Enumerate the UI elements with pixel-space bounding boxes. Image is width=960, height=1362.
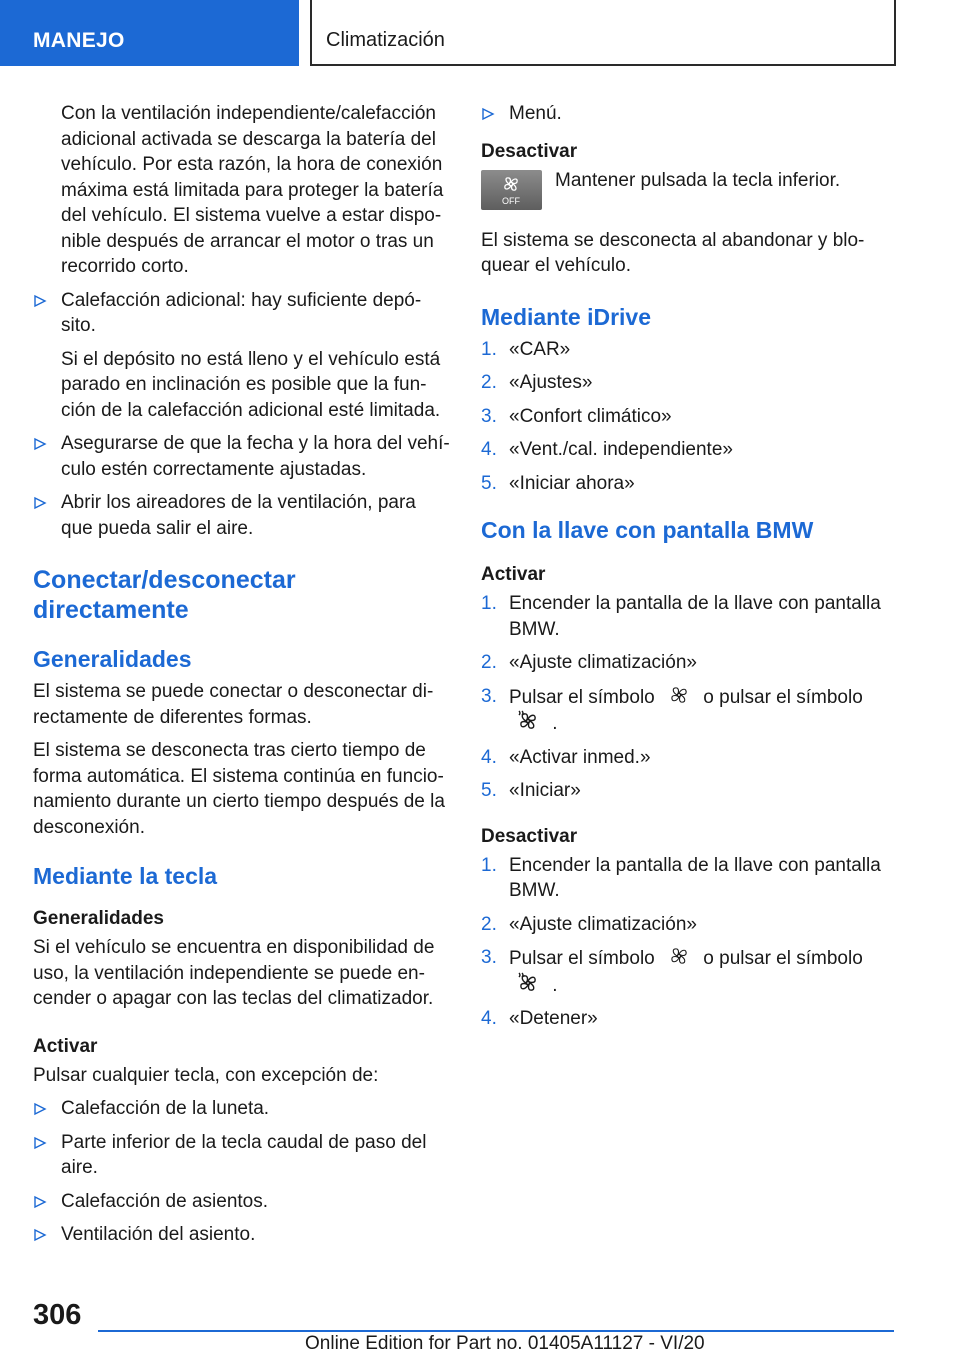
list-item-text: Calefacción de la luneta. xyxy=(61,1098,270,1119)
step-number: 5. xyxy=(481,472,497,494)
fan-outline-icon xyxy=(668,945,690,967)
list-item-text: «Iniciar» xyxy=(509,780,581,801)
bullet-triangle-icon xyxy=(481,107,495,121)
list-item xyxy=(481,437,901,463)
list-item xyxy=(33,288,451,339)
list-item-text: «CAR» xyxy=(509,338,571,360)
list-item xyxy=(33,1096,451,1122)
list-item-text: o pulsar el símbolo xyxy=(703,686,863,708)
list-item xyxy=(481,101,901,127)
step-number: 2. xyxy=(481,652,497,673)
step-number: 4. xyxy=(481,1008,497,1029)
subsection-heading: Generalidades xyxy=(33,646,192,672)
list-item-text: Abrir los aireadores de la ventilación, para que pueda salir el aire. xyxy=(61,492,416,539)
footer-divider xyxy=(98,1330,894,1332)
bullet-triangle-icon xyxy=(33,1102,47,1116)
paragraph: El sistema se desconecta tras cierto tiempo de forma automática. El sistema continúa en funcio‐ namiento durante un cierto tiempo después de la desconexión. xyxy=(33,740,445,838)
step-number: 3. xyxy=(481,947,497,968)
note-paragraph: Si el depósito no está lleno y el vehículo está parado en inclinación es posible que la fun‐ ción de la calefacción adicional esté limitada. xyxy=(61,348,441,421)
list-item xyxy=(481,912,901,938)
list-item xyxy=(481,745,901,771)
paragraph: El sistema se puede conectar o desconectar di‐ rectamente de diferentes formas. xyxy=(33,681,434,728)
page-header xyxy=(0,0,960,66)
list-item xyxy=(481,778,901,804)
list-item-text: Encender la pantalla de la llave con pantalla BMW. xyxy=(509,593,881,640)
list-item xyxy=(33,490,451,541)
minor-heading: Desactivar xyxy=(481,825,578,847)
list-item-text: . xyxy=(552,713,558,734)
list-item-text: «Activar inmed.» xyxy=(509,746,651,768)
list-item-text: «Ajustes» xyxy=(509,372,593,393)
list-item xyxy=(481,370,901,396)
step-number: 1. xyxy=(481,854,497,876)
minor-heading: Activar xyxy=(481,564,546,585)
section-tab: MANEJO xyxy=(0,0,299,66)
list-item-text: Parte inferior de la tecla caudal de paso del aire. xyxy=(61,1131,427,1178)
fan-heat-icon xyxy=(517,710,539,732)
list-item xyxy=(33,431,451,482)
svg-text:OFF: OFF xyxy=(502,195,520,206)
list-item xyxy=(481,591,901,642)
list-item-text: «Ajuste climatización» xyxy=(509,652,697,673)
page-number: 306 xyxy=(33,1299,82,1331)
subsection-heading: Con la llave con pantalla BMW xyxy=(481,517,814,543)
list-item xyxy=(481,337,901,363)
list-item-text: «Vent./cal. independiente» xyxy=(509,439,733,460)
list-item-text: Asegurarse de que la fecha y la hora del vehí‐ culo estén correctamente ajustadas. xyxy=(61,433,450,480)
list-item-text: . xyxy=(552,974,558,996)
step-number: 5. xyxy=(481,780,497,801)
step-number: 2. xyxy=(481,913,497,935)
list-item xyxy=(481,404,901,430)
bullet-triangle-icon xyxy=(33,437,47,451)
subsection-heading: Mediante iDrive xyxy=(481,303,651,330)
step-number: 2. xyxy=(481,372,497,393)
list-item xyxy=(481,853,901,904)
list-item-text: «Ajuste climatización» xyxy=(509,913,697,935)
list-item-text: o pulsar el símbolo xyxy=(703,948,863,969)
list-item-text: Pulsar el símbolo xyxy=(509,948,655,969)
minor-heading: Desactivar xyxy=(481,140,578,162)
step-number: 3. xyxy=(481,685,497,707)
list-item-text: Encender la pantalla de la llave con pantalla BMW. xyxy=(509,854,881,901)
list-item xyxy=(481,945,901,998)
list-item xyxy=(33,1189,451,1215)
subsection-heading: Mediante la tecla xyxy=(33,863,218,889)
step-number: 1. xyxy=(481,338,497,360)
list-item xyxy=(481,650,901,676)
list-item-text: Calefacción adicional: hay suficiente depó‐ sito. xyxy=(61,289,422,336)
list-item xyxy=(481,684,901,737)
minor-heading: Generalidades xyxy=(33,908,164,929)
paragraph: El sistema se desconecta al abandonar y blo‐ quear el vehículo. xyxy=(481,229,865,276)
list-item-text: Ventilación del asiento. xyxy=(61,1224,256,1245)
list-item xyxy=(481,1006,901,1032)
right-column xyxy=(481,101,901,1040)
list-item xyxy=(481,471,901,497)
list-item-text: Calefacción de asientos. xyxy=(61,1190,269,1212)
paragraph: Pulsar cualquier tecla, con excepción de: xyxy=(33,1064,379,1086)
step-number: 1. xyxy=(481,593,497,614)
minor-heading: Activar xyxy=(33,1035,98,1057)
list-item-text: Pulsar el símbolo xyxy=(509,686,655,708)
key-instruction-text: Mantener pulsada la tecla inferior. xyxy=(555,169,841,191)
step-number: 3. xyxy=(481,405,497,427)
paragraph: Si el vehículo se encuentra en disponibilidad de uso, la ventilación independiente se puede en‐ cender o apagar con las teclas del climatizador. xyxy=(33,937,435,1009)
list-item-text: «Confort climático» xyxy=(509,405,672,427)
chapter-title: Climatización xyxy=(310,0,896,66)
bullet-triangle-icon xyxy=(33,1195,47,1209)
bullet-triangle-icon xyxy=(33,1228,47,1242)
key-instruction xyxy=(481,168,901,218)
fan-off-key-icon xyxy=(481,170,542,210)
intro-paragraph: Con la ventilación independiente/calefacción adicional activada se descarga la batería del vehículo. Por esta razón, la hora de conexión máxima está limitada para proteger la batería del vehículo. El sistema vuelve a estar dispo‐ nible después de arrancar el motor o tras un recorrido corto. xyxy=(61,103,444,277)
section-heading: Conectar/desconectar directamente xyxy=(33,566,296,624)
edition-text: Online Edition for Part no. 01405A11127 - VI/20 xyxy=(305,1333,705,1354)
fan-heat-icon xyxy=(517,972,539,994)
fan-outline-icon xyxy=(668,684,690,706)
bullet-triangle-icon xyxy=(33,294,47,308)
list-item-text: Menú. xyxy=(509,103,562,124)
bullet-triangle-icon xyxy=(33,496,47,510)
list-item-text: «Iniciar ahora» xyxy=(509,472,635,494)
list-item-text: «Detener» xyxy=(509,1008,598,1029)
bullet-triangle-icon xyxy=(33,1136,47,1150)
list-item xyxy=(33,1222,451,1248)
step-number: 4. xyxy=(481,439,497,460)
left-column xyxy=(33,101,451,1256)
step-number: 4. xyxy=(481,746,497,768)
list-item xyxy=(33,1130,451,1181)
